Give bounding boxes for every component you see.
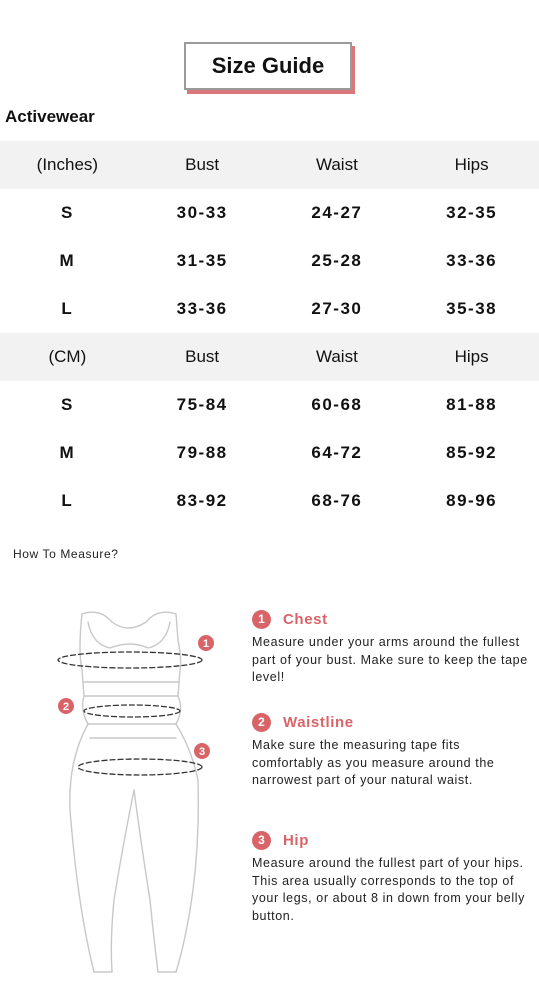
category-label: Activewear — [5, 107, 95, 126]
body-figure-illustration — [50, 600, 220, 980]
bust-cell: 79-88 — [176, 443, 228, 462]
waist-cell: 64-72 — [311, 443, 363, 462]
table-header-cm — [0, 333, 539, 381]
size-cell: S — [60, 395, 74, 414]
hips-cell: 32-35 — [446, 203, 498, 222]
bust-cell: 75-84 — [176, 395, 228, 414]
hips-cell: 35-38 — [446, 299, 498, 318]
hips-cell: 89-96 — [446, 491, 498, 510]
table-row — [0, 381, 539, 429]
header-waist: Waist — [315, 155, 358, 174]
size-cell: L — [61, 299, 74, 318]
table-row — [0, 429, 539, 477]
waist-cell: 68-76 — [311, 491, 363, 510]
table-row — [0, 237, 539, 285]
step-number-badge: 3 — [252, 831, 271, 850]
step-hip — [252, 829, 539, 925]
step-title: Chest — [283, 610, 328, 628]
step-description: Make sure the measuring tape fits comfortably as you measure around the narrowest part of your natural waist. — [252, 738, 495, 787]
waist-cell: 27-30 — [311, 299, 363, 318]
how-to-measure-heading: How To Measure? — [13, 547, 119, 561]
step-chest — [252, 608, 539, 687]
table-header-inches — [0, 141, 539, 189]
bust-cell: 83-92 — [176, 491, 228, 510]
bust-cell: 31-35 — [176, 251, 228, 270]
step-description: Measure under your arms around the fullest part of your bust. Make sure to keep the tape level! — [252, 635, 528, 684]
header-waist: Waist — [315, 347, 358, 366]
size-cell: S — [60, 203, 74, 222]
step-number-badge: 2 — [252, 713, 271, 732]
step-waistline — [252, 711, 539, 790]
hips-cell: 85-92 — [446, 443, 498, 462]
table-row — [0, 189, 539, 237]
bust-cell: 30-33 — [176, 203, 228, 222]
hips-cell: 33-36 — [446, 251, 498, 270]
svg-text:1: 1 — [202, 638, 210, 650]
step-description: Measure around the fullest part of your hips. This area usually corresponds to the top of your legs, or about 8 in down from your belly button. — [252, 856, 525, 923]
size-cell: L — [61, 491, 74, 510]
size-cell: M — [59, 251, 76, 270]
header-hips: Hips — [454, 347, 489, 366]
step-title: Waistline — [283, 713, 354, 731]
waist-cell: 25-28 — [311, 251, 363, 270]
hips-cell: 81-88 — [446, 395, 498, 414]
bust-cell: 33-36 — [176, 299, 228, 318]
table-row — [0, 285, 539, 333]
header-bust: Bust — [185, 155, 220, 174]
size-cell: M — [59, 443, 76, 462]
svg-text:2: 2 — [62, 701, 70, 713]
table-row — [0, 477, 539, 525]
size-guide-title: Size Guide — [184, 42, 352, 90]
waist-cell: 24-27 — [311, 203, 363, 222]
step-title: Hip — [283, 831, 309, 849]
waist-cell: 60-68 — [311, 395, 363, 414]
header-unit: (CM) — [48, 347, 87, 366]
svg-text:3: 3 — [198, 746, 206, 758]
header-hips: Hips — [454, 155, 489, 174]
header-unit: (Inches) — [36, 155, 99, 174]
step-number-badge: 1 — [252, 610, 271, 629]
header-bust: Bust — [185, 347, 220, 366]
